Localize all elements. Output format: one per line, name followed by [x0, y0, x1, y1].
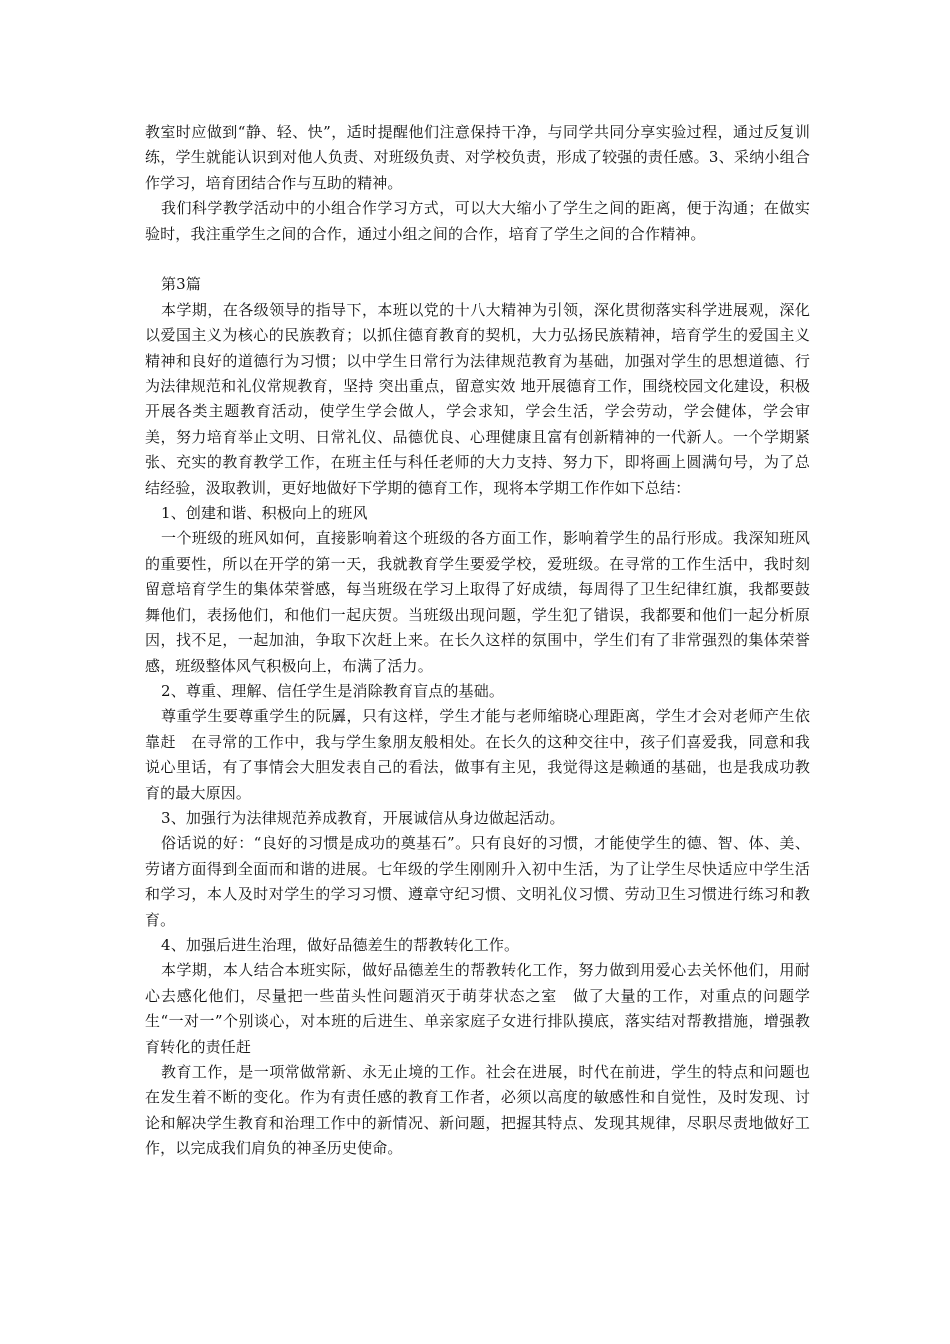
point-heading-1: 1、创建和谐、积极向上的班风 [161, 504, 368, 523]
paragraph-struggling-students: 本学期，本人结合本班实际，做好品德差生的帮教转化工作，努力做到用爱心去关怀他们，用耐心去感化他们，尽量把一些苗头性问题消灭于萌芽状态之室 做了大量的工作，对重点的问题学生“一对一”个别谈心，对本班的后进生、单亲家庭子女进行排队摸底，落实结对帮教措施，增强教育转化的责任赶 [145, 961, 810, 1056]
paragraph-intro-continuation: 教室时应做到“静、轻、快”，适时提醒他们注意保持干净，与同学共同分享实验过程，通过反复训练，学生就能认识到对他人负责、对班级负责、对学校负责，形成了较强的责任感。3、采纳小组合作学习，培育团结合作与互助的精神。 [145, 123, 810, 192]
paragraph-semester-overview: 本学期，在各级领导的指导下，本班以党的十八大精神为引领，深化贯彻落实科学进展观，深化以爱国主义为核心的民族教育；以抓住德育教育的契机，大力弘扬民族精神，培育学生的爱国主义精神和良好的道德行为习惯；以中学生日常行为法律规范教育为基础，加强对学生的思想道德、行为法律规范和礼仪常规教育，坚持 突出重点，留意实效 地开展德育工作，围绕校园文化建设，积极开展各类主题教育活动，使学生学会做人，学会求知，学会生活，学会劳动，学会健体，学会审美，努力培育举止文明、日常礼仪、品德优良、心理健康且富有创新精神的一代新人。一个学期紧张、充实的教育教学工作，在班主任与科任老师的大力支持、努力下，即将画上圆满句号，为了总结经验，汲取教训，更好地做好下学期的德育工作，现将本学期工作作如下总结： [145, 300, 810, 497]
blank-line [145, 247, 810, 272]
section-heading-part3: 第3篇 [161, 275, 201, 294]
point-heading-3: 3、加强行为法律规范养成教育，开展诚信从身边做起活动。 [161, 808, 565, 827]
point-heading-2: 2、尊重、理解、信任学生是消除教育盲点的基础。 [161, 681, 504, 700]
paragraph-class-spirit: 一个班级的班风如何，直接影响着这个班级的各方面工作，影响着学生的品行形成。我深知班风的重要性，所以在开学的第一天，我就教育学生要爱学校，爱班级。在寻常的工作生活中，我时刻留意培育学生的集体荣誉感，每当班级在学习上取得了好成绩，每周得了卫生纪律红旗，我都要鼓舞他们，表扬他们，和他们一起庆贺。当班级出现问题，学生犯了错误，我都要和他们一起分析原因，找不足，一起加油，争取下次赶上来。在长久这样的氛围中，学生们有了非常强烈的集体荣誉感，班级整体风气积极向上，布满了活力。 [145, 529, 810, 675]
document-body [145, 120, 810, 1162]
paragraph-conclusion: 教育工作，是一项常做常新、永无止境的工作。社会在进展，时代在前进，学生的特点和问题也在发生着不断的变化。作为有责任感的教育工作者，必须以高度的敏感性和自觉性，及时发现、讨论和解决学生教育和治理工作中的新情况、新问题，把握其特点、发现其规律，尽职尽责地做好工作，以完成我们肩负的神圣历史使命。 [145, 1063, 810, 1158]
paragraph-respect-students: 尊重学生要尊重学生的阮羼，只有这样，学生才能与老师缩晓心理距离，学生才会对老师产生依靠赶 在寻常的工作中，我与学生象朋友般相处。在长久的这种交往中，孩子们喜爱我，同意和我说心里话，有了事情会大胆发表自己的看法，做事有主见，我觉得这是赖通的基础，也是我成功教育的最大原因。 [145, 707, 810, 802]
paragraph-group-study: 我们科学教学活动中的小组合作学习方式，可以大大缩小了学生之间的距离，便于沟通；在做实验时，我注重学生之间的合作，通过小组之间的合作，培育了学生之间的合作精神。 [145, 199, 810, 243]
point-heading-4: 4、加强后进生治理，做好品德差生的帮教转化工作。 [161, 935, 520, 954]
paragraph-good-habits: 俗话说的好：“良好的习惯是成功的奠基石”。只有良好的习惯，才能使学生的德、智、体、美、劳诸方面得到全面而和谐的进展。七年级的学生刚刚升入初中生活，为了让学生尽快适应中学生活和学习，本人及时对学生的学习习惯、遵章守纪习惯、文明礼仪习惯、劳动卫生习惯进行练习和教育。 [145, 834, 810, 929]
